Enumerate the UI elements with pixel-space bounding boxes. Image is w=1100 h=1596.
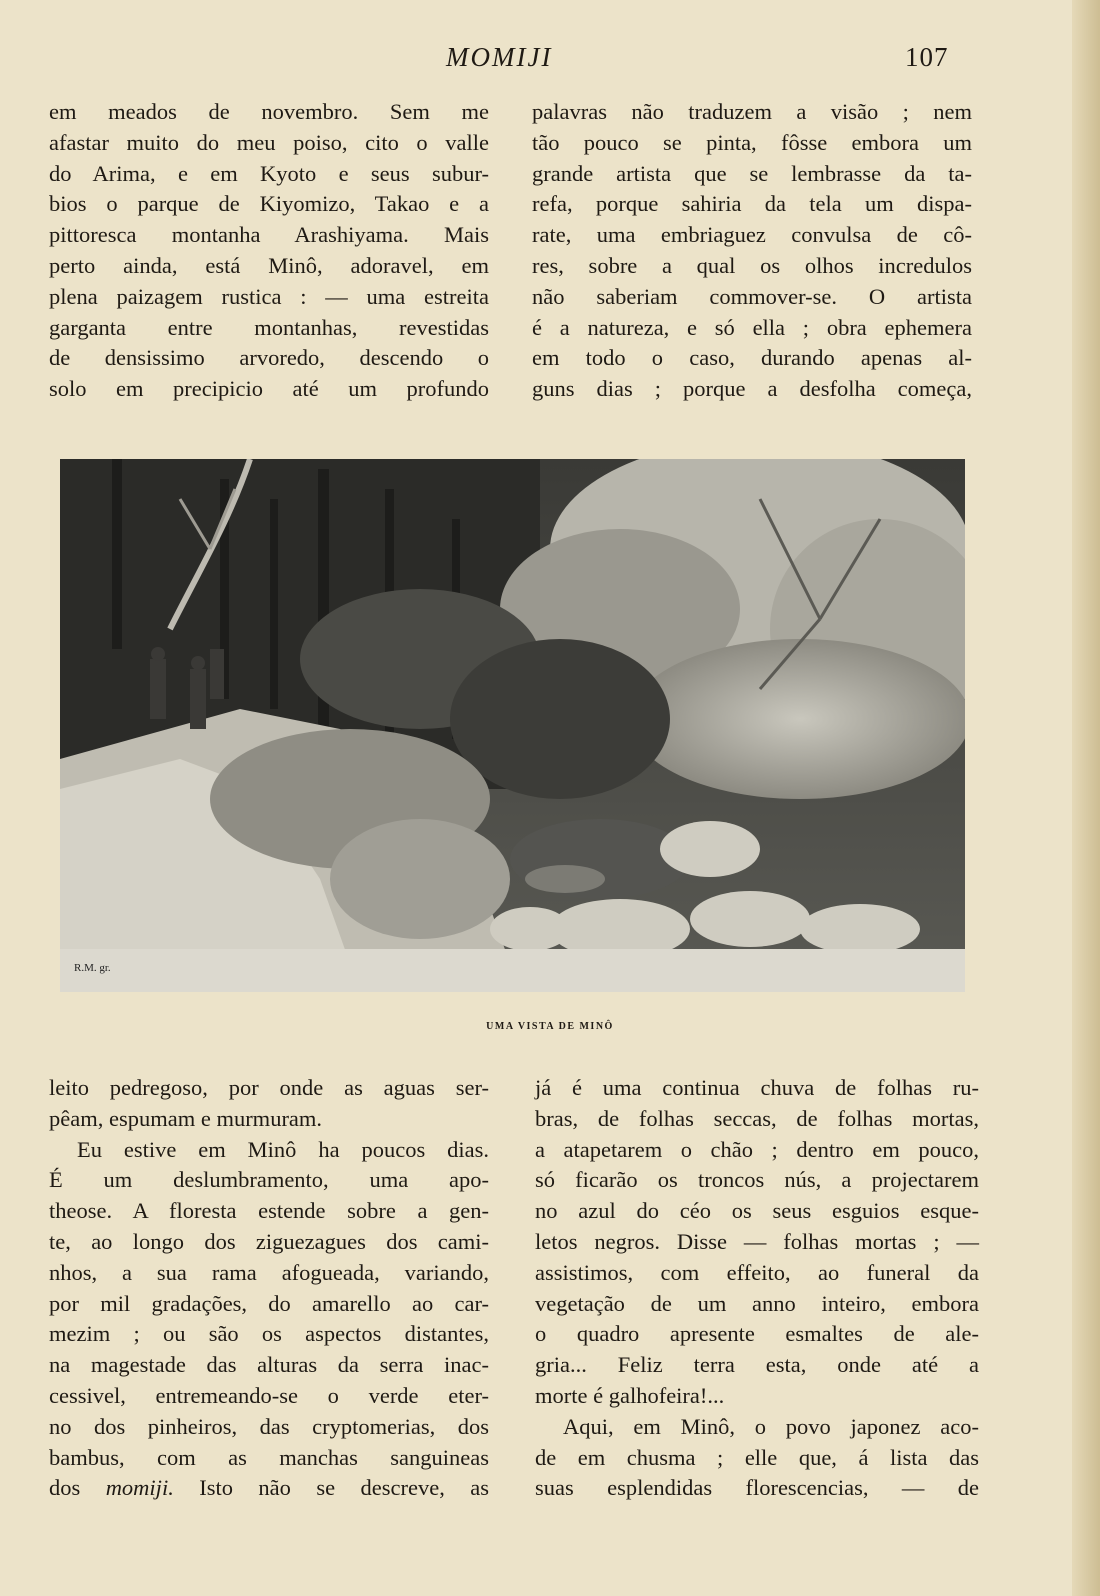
text-line: no azul do céo os seus esguios esque- bbox=[535, 1198, 979, 1224]
text-line: te, ao longo dos ziguezagues dos cami- bbox=[49, 1228, 489, 1254]
text-line: perto ainda, está Minô, adoravel, em bbox=[49, 252, 489, 278]
text-line: de em chusma ; elle que, á lista das bbox=[535, 1444, 979, 1470]
text-line: grande artista que se lembrasse da ta- bbox=[532, 160, 972, 186]
text-line: assistimos, com effeito, ao funeral da bbox=[535, 1259, 979, 1285]
text-line: Aqui, em Minô, o povo japonez aco- bbox=[563, 1413, 979, 1439]
text-line: no dos pinheiros, das cryptomerias, dos bbox=[49, 1413, 489, 1439]
text-line: a atapetarem o chão ; dentro em pouco, bbox=[535, 1136, 979, 1162]
text-line: nhos, a sua rama afogueada, variando, bbox=[49, 1259, 489, 1285]
page-edge bbox=[1072, 0, 1100, 1596]
figure-caption: UMA VISTA DE MINÔ bbox=[486, 1021, 614, 1032]
text-line: do Arima, e em Kyoto e seus subur- bbox=[49, 160, 489, 186]
text-line: pittoresca montanha Arashiyama. Mais bbox=[49, 222, 489, 248]
text-line: em todo o caso, durando apenas al- bbox=[532, 345, 972, 371]
text-line: suas esplendidas florescencias, — de bbox=[535, 1475, 979, 1501]
running-title: MOMIJI bbox=[446, 42, 553, 72]
text-line: na magestade das alturas da serra inac- bbox=[49, 1352, 489, 1378]
text-line: é a natureza, e só ella ; obra ephemera bbox=[532, 314, 972, 340]
text-line: refa, porque sahiria da tela um dispa- bbox=[532, 191, 972, 217]
top-right-column bbox=[532, 97, 972, 405]
text-line: por mil gradações, do amarello ao car- bbox=[49, 1290, 489, 1316]
top-left-column bbox=[49, 97, 489, 405]
text-line: cessivel, entremeando-se o verde eter- bbox=[49, 1382, 489, 1408]
text-line-last bbox=[49, 1473, 489, 1504]
text-line: mezim ; ou são os aspectos distantes, bbox=[49, 1321, 489, 1347]
momiji-italic: momiji. bbox=[105, 1475, 174, 1501]
text-line: leito pedregoso, por onde as aguas ser- bbox=[49, 1075, 489, 1100]
text-line: Eu estive em Minô ha poucos dias. bbox=[77, 1136, 489, 1162]
page-number: 107 bbox=[905, 42, 949, 72]
text-fragment: dos bbox=[49, 1475, 106, 1501]
text-line: pêam, espumam e murmuram. bbox=[49, 1105, 323, 1131]
text-line: garganta entre montanhas, revestidas bbox=[49, 314, 489, 340]
text-line: tão pouco se pinta, fôsse embora um bbox=[532, 129, 972, 155]
text-line: já é uma continua chuva de folhas ru- bbox=[535, 1075, 979, 1100]
bottom-left-column bbox=[49, 1073, 489, 1504]
text-line: rate, uma embriaguez convulsa de cô- bbox=[532, 222, 972, 248]
bottom-right-column bbox=[535, 1073, 979, 1504]
engraver-mark: R.M. gr. bbox=[74, 962, 111, 974]
text-line: não saberiam commover-se. O artista bbox=[532, 283, 972, 309]
text-line: theose. A floresta estende sobre a gen- bbox=[49, 1198, 489, 1224]
text-line: bambus, com as manchas sanguineas bbox=[49, 1444, 489, 1470]
running-head bbox=[0, 42, 1100, 78]
text-line: guns dias ; porque a desfolha começa, bbox=[532, 376, 972, 402]
text-line: solo em precipicio até um profundo bbox=[49, 376, 489, 402]
minô-photograph bbox=[60, 459, 965, 992]
text-line: bios o parque de Kiyomizo, Takao e a bbox=[49, 191, 489, 217]
text-fragment: Isto não se descreve, as bbox=[173, 1475, 489, 1501]
text-line: de densissimo arvoredo, descendo o bbox=[49, 345, 489, 371]
text-line: em meados de novembro. Sem me bbox=[49, 99, 489, 124]
text-line: o quadro apresente esmaltes de ale- bbox=[535, 1321, 979, 1347]
text-line: gria... Feliz terra esta, onde até a bbox=[535, 1352, 979, 1378]
text-line: bras, de folhas seccas, de folhas mortas, bbox=[535, 1105, 979, 1131]
text-line: letos negros. Disse — folhas mortas ; — bbox=[535, 1228, 979, 1254]
text-line: vegetação de um anno inteiro, embora bbox=[535, 1290, 979, 1316]
text-line: res, sobre a qual os olhos incredulos bbox=[532, 252, 972, 278]
text-line: palavras não traduzem a visão ; nem bbox=[532, 99, 972, 124]
text-line: afastar muito do meu poiso, cito o valle bbox=[49, 129, 489, 155]
text-line: É um deslumbramento, uma apo- bbox=[49, 1167, 489, 1193]
forest-stream-illustration bbox=[60, 459, 965, 992]
text-line: só ficarão os troncos nús, a projectarem bbox=[535, 1167, 979, 1193]
text-line: morte é galhofeira!... bbox=[535, 1382, 725, 1408]
text-line: plena paizagem rustica : — uma estreita bbox=[49, 283, 489, 309]
